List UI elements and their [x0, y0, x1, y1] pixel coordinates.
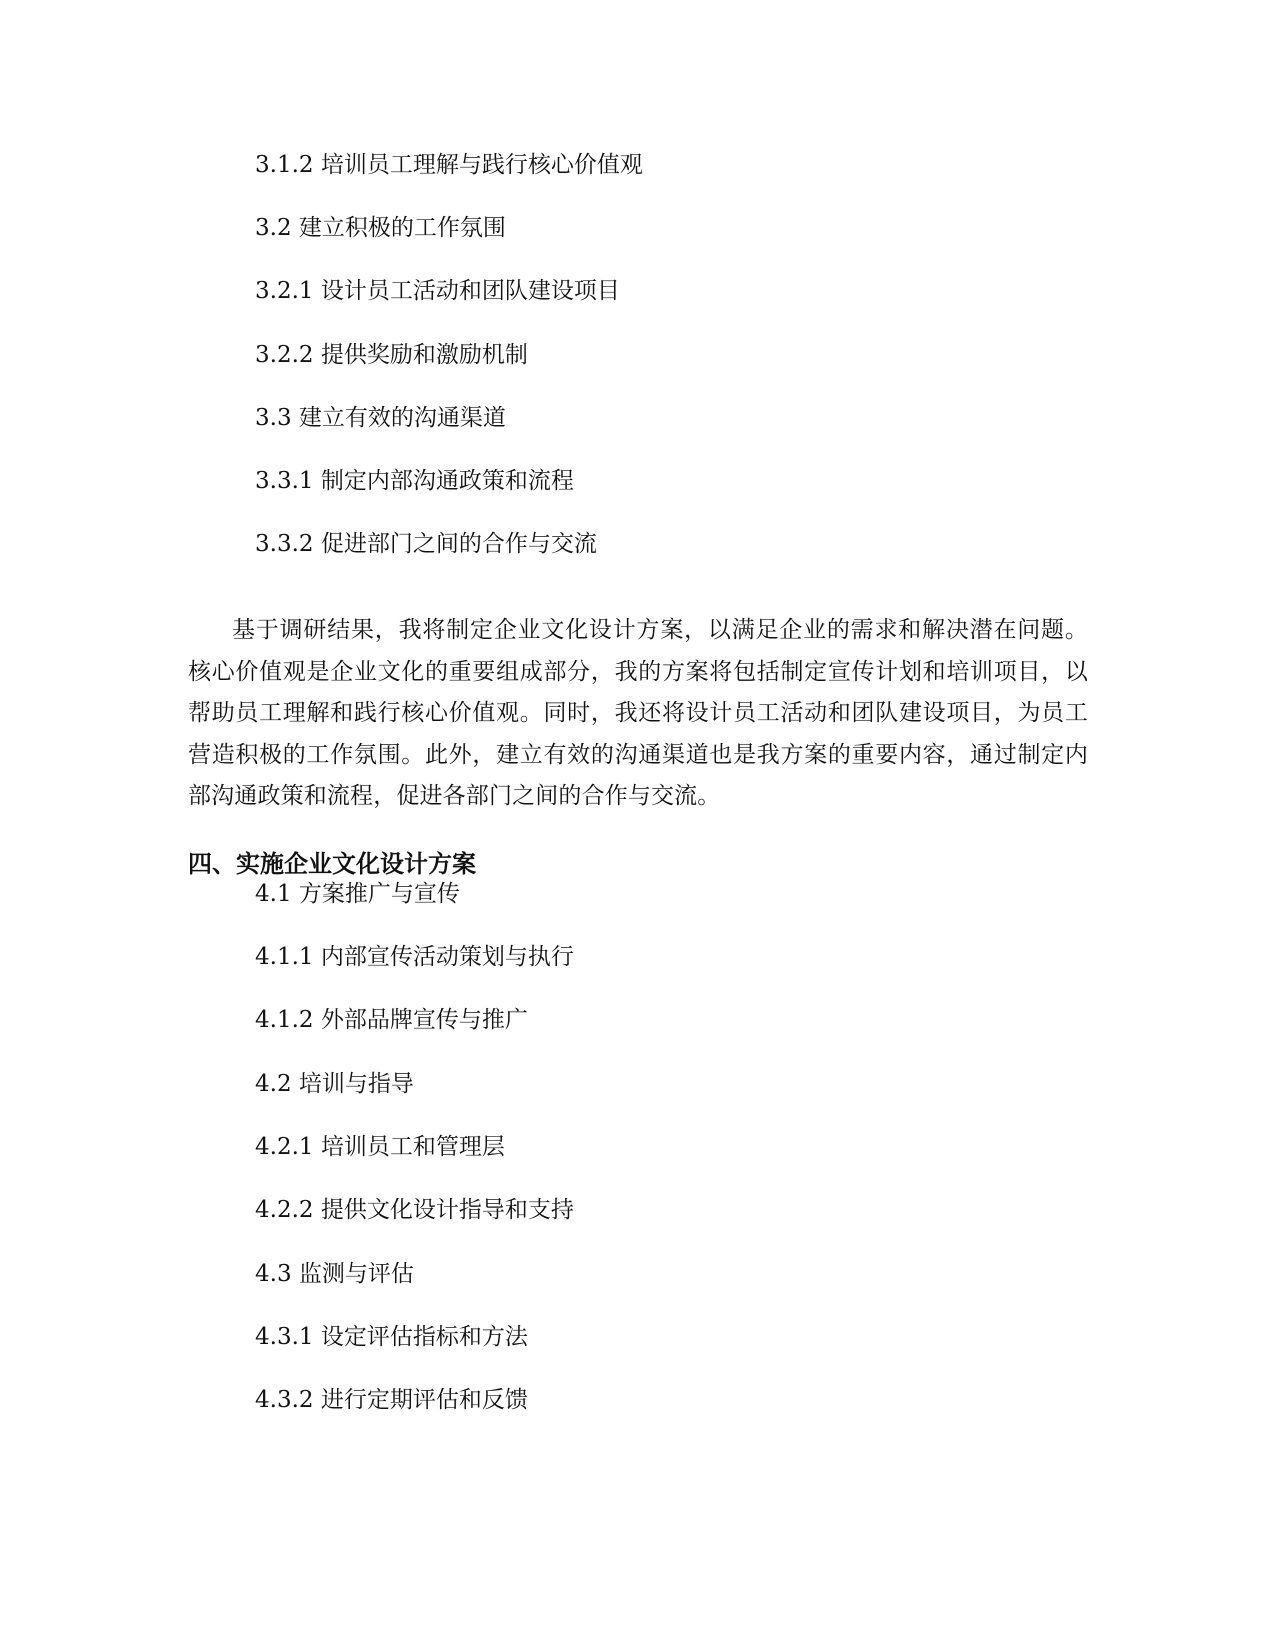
outline-item-3-3: 3.3 建立有效的沟通渠道: [255, 405, 506, 431]
outline-item-4-1-2: 4.1.2 外部品牌宣传与推广: [255, 1007, 528, 1033]
section-heading: 四、实施企业文化设计方案: [188, 850, 476, 878]
outline-item-4-3: 4.3 监测与评估: [255, 1261, 414, 1287]
outline-item-4-2-1: 4.2.1 培训员工和管理层: [255, 1134, 505, 1160]
outline-item-3-3-1: 3.3.1 制定内部沟通政策和流程: [255, 468, 574, 494]
body-paragraph: 基于调研结果，我将制定企业文化设计方案，以满足企业的需求和解决潜在问题。核心价值观是企业文化的重要组成部分，我的方案将包括制定宣传计划和培训项目，以帮助员工理解和践行核心价值观。同时，我还将设计员工活动和团队建设项目，为员工营造积极的工作氛围。此外，建立有效的沟通渠道也是我方案的重要内容，通过制定内部沟通政策和流程，促进各部门之间的合作与交流。: [188, 617, 1088, 809]
outline-item-4-1: 4.1 方案推广与宣传: [255, 881, 460, 907]
outline-item-4-3-1: 4.3.1 设定评估指标和方法: [255, 1324, 528, 1350]
outline-item-4-2-2: 4.2.2 提供文化设计指导和支持: [255, 1197, 574, 1223]
outline-item-3-2-1: 3.2.1 设计员工活动和团队建设项目: [255, 278, 620, 304]
outline-item-3-1-2: 3.1.2 培训员工理解与践行核心价值观: [255, 152, 643, 178]
outline-item-3-3-2: 3.3.2 促进部门之间的合作与交流: [255, 531, 597, 557]
outline-item-4-3-2: 4.3.2 进行定期评估和反馈: [255, 1387, 528, 1413]
outline-item-4-1-1: 4.1.1 内部宣传活动策划与执行: [255, 944, 574, 970]
outline-item-3-2-2: 3.2.2 提供奖励和激励机制: [255, 342, 528, 368]
outline-item-4-2: 4.2 培训与指导: [255, 1071, 414, 1097]
outline-item-3-2: 3.2 建立积极的工作氛围: [255, 215, 506, 241]
